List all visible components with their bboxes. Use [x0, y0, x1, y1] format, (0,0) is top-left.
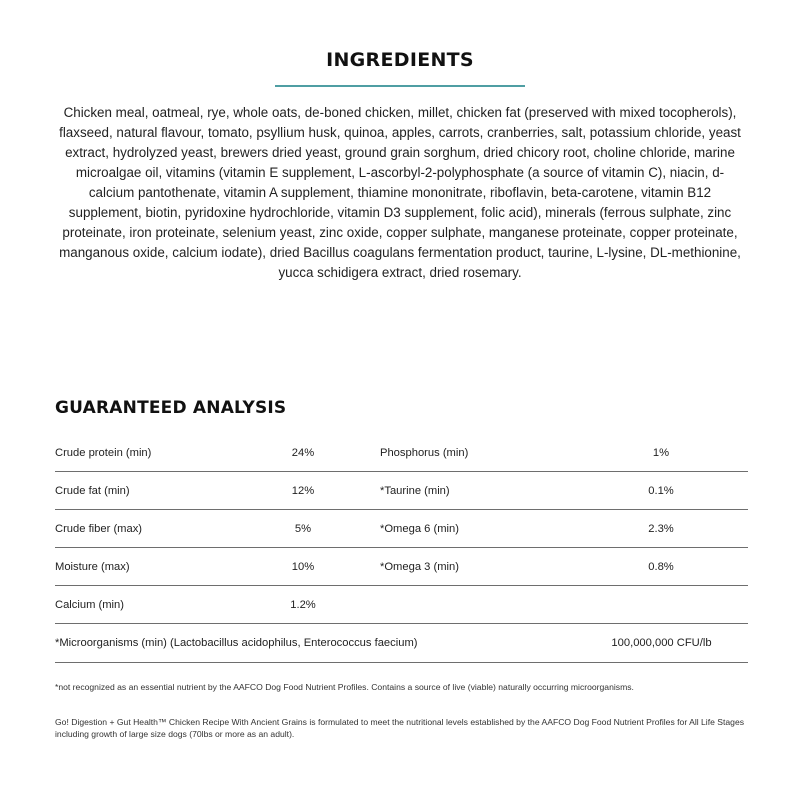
nutrient-label: *Omega 6 (min) [380, 523, 459, 535]
footnote: *not recognized as an essential nutrient by the AAFCO Dog Food Nutrient Profiles. Contains a source of live (viable) naturally occurring microorganisms. [55, 682, 634, 692]
ingredients-text: Chicken meal, oatmeal, rye, whole oats, de-boned chicken, millet, chicken fat (preserved with mixed tocopherols), flaxseed, natural flavour, tomato, psyllium husk, quinoa, apples, carrots, cranberries, salt, potassium chloride, yeast extract, hydrolyzed yeast, brewers dried yeast, ground grain sorghum, dried chicory root, choline chloride, marine microalgae oil, vitamins (vitamin E supplement, L-ascorbyl-2-polyphosphate (a source of vitamin C), niacin, d-calcium pantothenate, vitamin A supplement, thiamine mononitrate, riboflavin, beta-carotene, vitamin B12 supplement, biotin, pyridoxine hydrochloride, vitamin D3 supplement, folic acid), minerals (ferrous sulphate, zinc proteinate, iron proteinate, selenium yeast, zinc oxide, copper sulphate, manganese proteinate, copper proteinate, manganous oxide, calcium iodate), dried Bacillus coagulans fermentation product, taurine, L-lysine, DL-methionine, yucca schidigera extract, dried rosemary. [59, 105, 741, 280]
table-row [55, 510, 748, 548]
nutrient-value: 0.1% [648, 485, 674, 497]
guaranteed-analysis-title: GUARANTEED ANALYSIS [55, 398, 287, 418]
nutrient-value: 10% [291, 561, 315, 573]
table-row-microorganisms [55, 624, 748, 663]
nutrient-value: 1.2% [290, 599, 316, 611]
nutrient-label: *Omega 3 (min) [380, 561, 459, 573]
title-underline [275, 85, 525, 87]
nutrient-label: Phosphorus (min) [380, 447, 469, 459]
guaranteed-analysis-table [55, 434, 748, 663]
nutrient-value: 12% [291, 485, 315, 497]
nutrient-label: Crude fat (min) [55, 485, 130, 497]
table-row [55, 586, 748, 624]
nutrient-label: *Microorganisms (min) (Lactobacillus acidophilus, Enterococcus faecium) [55, 637, 418, 649]
nutrient-label: *Taurine (min) [380, 485, 450, 497]
nutrient-value: 2.3% [648, 523, 674, 535]
nutrient-value: 1% [652, 447, 670, 459]
nutrient-value: 0.8% [648, 561, 674, 573]
nutrient-label: Calcium (min) [55, 599, 124, 611]
nutrient-value: 5% [294, 523, 312, 535]
nutrient-value: 100,000,000 CFU/lb [611, 637, 712, 649]
table-row [55, 434, 748, 472]
nutrient-value: 24% [291, 447, 315, 459]
nutrient-label: Moisture (max) [55, 561, 130, 573]
table-row [55, 548, 748, 586]
ingredients-title: INGREDIENTS [326, 49, 474, 71]
table-row [55, 472, 748, 510]
nutrient-label: Crude protein (min) [55, 447, 152, 459]
aafco-statement: Go! Digestion + Gut Health™ Chicken Recipe With Ancient Grains is formulated to meet the nutritional levels established by the AAFCO Dog Food Nutrient Profiles for All Life Stages including growth of large size dogs (70lbs or more as an adult). [55, 717, 745, 739]
nutrient-label: Crude fiber (max) [55, 523, 143, 535]
